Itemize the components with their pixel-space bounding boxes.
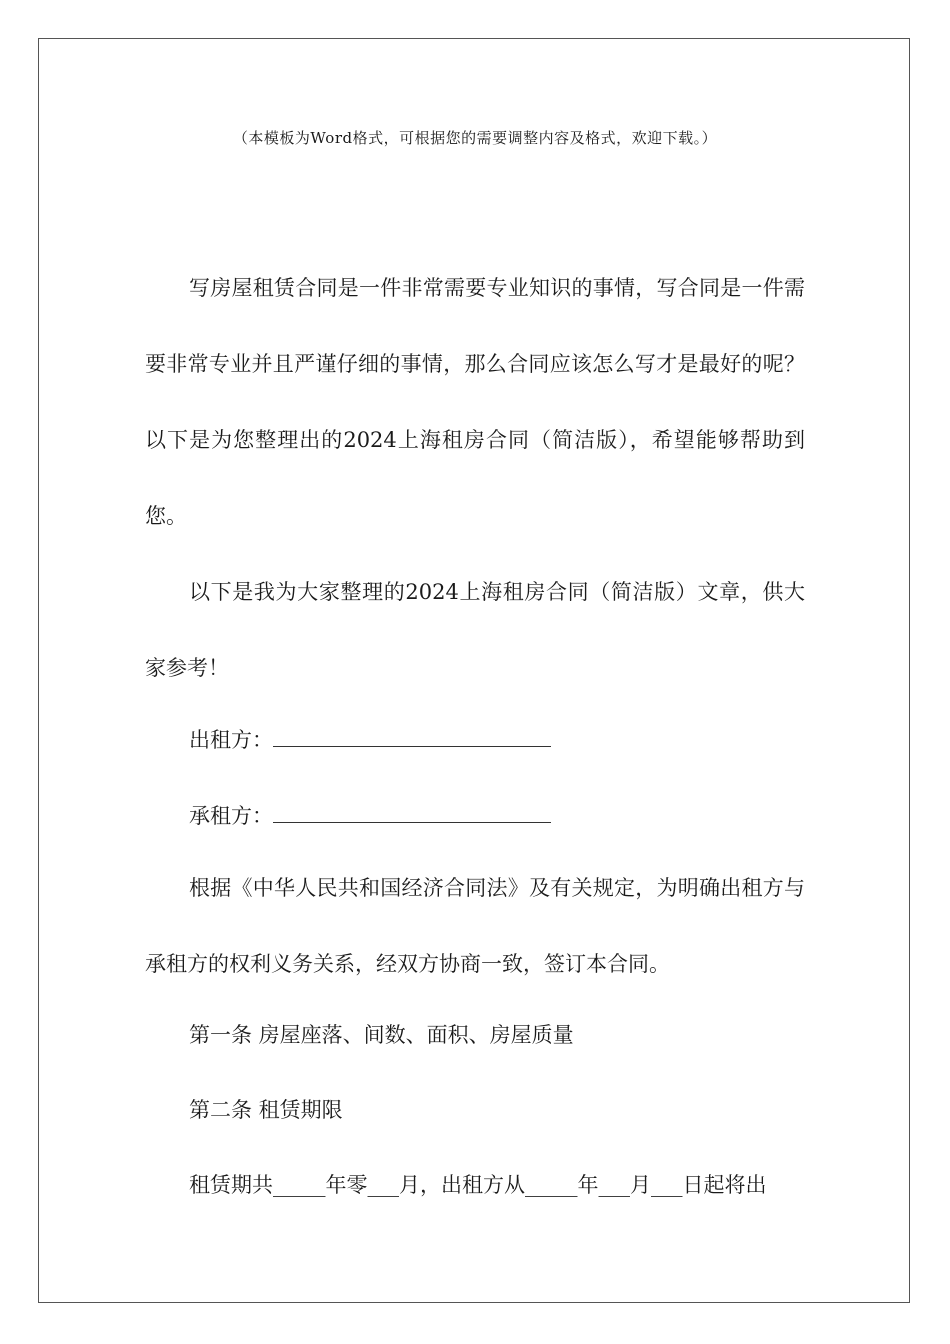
term-line: 租赁期共_____年零___月，出租方从_____年___月___日起将出 xyxy=(189,1173,767,1197)
intro-paragraph-2: 以下是我为大家整理的2024上海租房合同（简洁版）文章，供大家参考！ xyxy=(145,580,805,680)
article-1: 第一条 房屋座落、间数、面积、房屋质量 xyxy=(189,1023,574,1047)
intro-paragraph: 写房屋租赁合同是一件非常需要专业知识的事情，写合同是一件需要非常专业并且严谨仔细的事情，那么合同应该怎么写才是最好的呢？以下是为您整理出的2024上海租房合同（简洁版），希望能够帮助到您。 xyxy=(145,276,805,528)
template-note: （本模板为Word格式，可根据您的需要调整内容及格式，欢迎下载。） xyxy=(232,129,718,147)
lessor-label: 出租方： xyxy=(189,728,273,752)
lessee-label: 承租方： xyxy=(189,804,273,828)
lessor-blank[interactable] xyxy=(273,720,551,747)
basis-paragraph: 根据《中华人民共和国经济合同法》及有关规定，为明确出租方与承租方的权利义务关系，经双方协商一致，签订本合同。 xyxy=(145,876,805,976)
lessee-blank[interactable] xyxy=(273,796,551,823)
article-2: 第二条 租赁期限 xyxy=(189,1098,343,1122)
lessee-line xyxy=(189,796,809,836)
lessor-line xyxy=(189,720,809,760)
